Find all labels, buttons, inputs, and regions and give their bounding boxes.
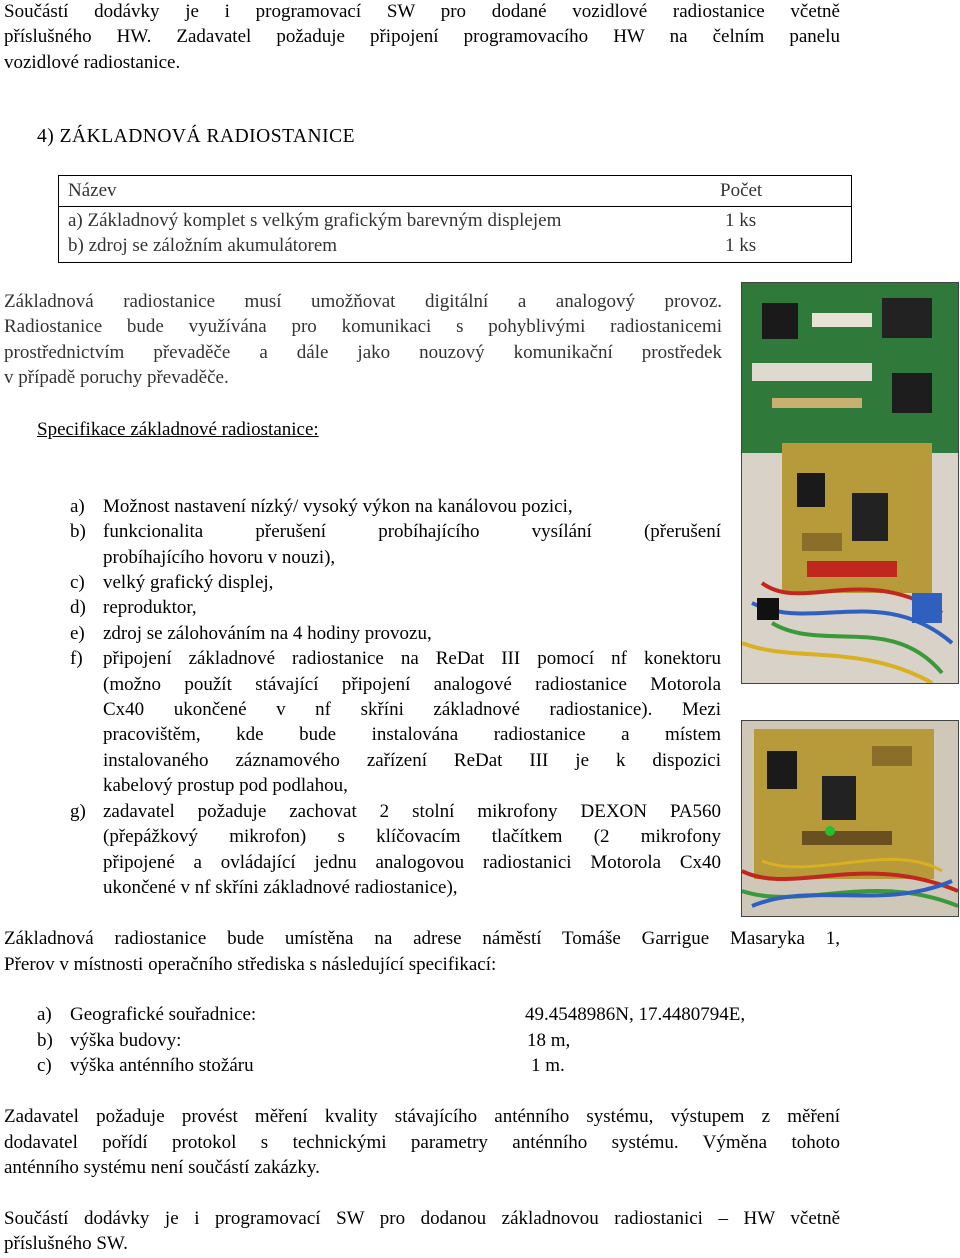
loc-spec-value-b: 18 m,: [527, 1030, 571, 1051]
spec-item-g-line-1: zadavatel požaduje zachovat 2 stolní mikrofony DEXON PA560: [103, 801, 721, 822]
spec-item-g-line-2: (přepážkový mikrofon) s klíčovacím tlačítkem (2 mikrofony: [103, 826, 721, 847]
table-row-2-name: b) zdroj se záložním akumulátorem: [68, 235, 338, 256]
spec-marker-e: e): [70, 623, 85, 644]
section-title: 4) ZÁKLADNOVÁ RADIOSTANICE: [37, 126, 355, 147]
spec-item-f-line-3: Cx40 ukončené v nf skříni základnové radiostanice). Mezi: [103, 699, 721, 720]
desc-line-4: v případě poruchy převaděče.: [4, 367, 229, 388]
loc-spec-value-a: 49.4548986N, 17.4480794E,: [525, 1004, 746, 1025]
spec-marker-f: f): [70, 648, 83, 669]
table-row-2-count: 1 ks: [725, 235, 757, 256]
spec-marker-d: d): [70, 597, 86, 618]
loc-spec-label-a: Geografické souřadnice:: [70, 1004, 257, 1025]
intro-line-1: Součástí dodávky je i programovací SW pro dodané vozidlové radiostanice včetně: [4, 1, 840, 22]
pcb-photo-bottom-drawing: [742, 721, 958, 916]
spec-item-b-line-2: probíhajícího hovoru v nouzi),: [103, 547, 336, 568]
loc-spec-value-c: 1 m.: [531, 1055, 565, 1076]
spec-heading: Specifikace základnové radiostanice:: [37, 419, 319, 440]
loc-spec-marker-c: c): [37, 1055, 52, 1076]
spec-item-d: reproduktor,: [103, 597, 197, 618]
spec-item-a: Možnost nastavení nízký/ vysoký výkon na kanálovou pozici,: [103, 496, 573, 517]
measurement-line-1: Zadavatel požaduje provést měření kvality stávajícího anténního systému, výstupem z měření: [4, 1106, 840, 1127]
items-table: [58, 175, 852, 263]
spec-item-g-line-4: ukončené v nf skříni základnové radiostanice),: [103, 877, 458, 898]
spec-item-g-line-3: připojené a ovládající jednu analogovou radiostanici Motorola Cx40: [103, 852, 721, 873]
loc-spec-marker-b: b): [37, 1030, 53, 1051]
location-line-2: Přerov v místnosti operačního střediska s následující specifikací:: [4, 954, 497, 975]
location-line-1: Základnová radiostanice bude umístěna na adrese náměstí Tomáše Garrigue Masaryka 1,: [4, 928, 840, 949]
col-count-header: Počet: [720, 180, 763, 201]
intro-line-2: příslušného HW. Zadavatel požaduje připojení programovacího HW na čelním panelu: [4, 26, 840, 47]
table-row-1-name: a) Základnový komplet s velkým grafickým barevným displejem: [68, 210, 562, 231]
spec-item-f-line-5: instalovaného záznamového zařízení ReDat III je k dispozici: [103, 750, 721, 771]
loc-spec-label-c: výška anténního stožáru: [70, 1055, 254, 1076]
spec-item-f-line-6: kabelový prostup pod podlahou,: [103, 775, 348, 796]
spec-marker-g: g): [70, 801, 86, 822]
measurement-line-3: anténního systému není součástí zakázky.: [4, 1157, 320, 1178]
desc-line-2: Radiostanice bude využívána pro komunikaci s pohyblivými radiostanicemi: [4, 316, 722, 337]
closing-line-1: Součástí dodávky je i programovací SW pro dodanou základnovou radiostanici – HW včetně: [4, 1208, 840, 1229]
measurement-line-2: dodavatel pořídí protokol s technickými parametry anténního systému. Výměna tohoto: [4, 1132, 840, 1153]
pcb-photo-top-drawing: [742, 283, 958, 683]
spec-marker-c: c): [70, 572, 85, 593]
desc-line-3: prostřednictvím převaděče a dále jako nouzový komunikační prostředek: [4, 342, 722, 363]
pcb-photo-top: [741, 282, 959, 684]
spec-item-f-line-2: (možno použít stávající připojení analogové radiostanice Motorola: [103, 674, 721, 695]
pcb-photo-bottom: [741, 720, 959, 917]
desc-line-1: Základnová radiostanice musí umožňovat digitální a analogový provoz.: [4, 291, 722, 312]
spec-item-e: zdroj se zálohováním na 4 hodiny provozu,: [103, 623, 432, 644]
spec-marker-b: b): [70, 521, 86, 542]
spec-item-b-line-1: funkcionalita přerušení probíhajícího vysílání (přerušení: [103, 521, 721, 542]
spec-item-c: velký grafický displej,: [103, 572, 274, 593]
closing-line-2: příslušného SW.: [4, 1233, 128, 1254]
table-row-1-count: 1 ks: [725, 210, 757, 231]
spec-item-f-line-4: pracovištěm, kde bude instalována radiostanice a místem: [103, 724, 721, 745]
loc-spec-marker-a: a): [37, 1004, 52, 1025]
col-name-header: Název: [68, 180, 117, 201]
loc-spec-label-b: výška budovy:: [70, 1030, 182, 1051]
spec-item-f-line-1: připojení základnové radiostanice na ReDat III pomocí nf konektoru: [103, 648, 721, 669]
intro-line-3: vozidlové radiostanice.: [4, 52, 181, 73]
spec-marker-a: a): [70, 496, 85, 517]
